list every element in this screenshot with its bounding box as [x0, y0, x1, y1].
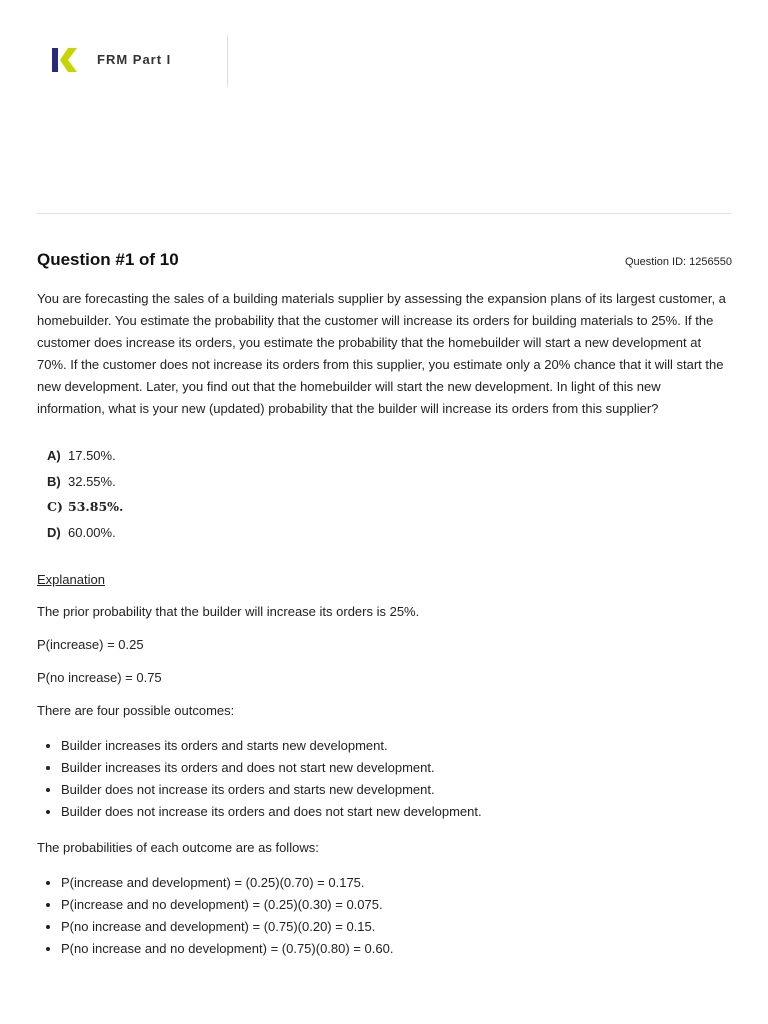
answer-option-a[interactable] — [47, 443, 732, 469]
list-item: • Builder does not increase its orders and starts new development. — [61, 779, 732, 801]
answer-option-d[interactable] — [47, 520, 732, 546]
list-item: • P(increase and no development) = (0.25)(0.30) = 0.075. — [61, 894, 732, 916]
header-divider — [227, 35, 228, 87]
answer-list — [47, 443, 732, 545]
list-item: • Builder increases its orders and starts new development. — [61, 735, 732, 757]
question-title: Question #1 of 10 — [37, 250, 179, 269]
list-item: • Builder does not increase its orders and does not start new development. — [61, 801, 732, 823]
answer-text: 60.00%. — [68, 524, 116, 540]
question-id: Question ID: 1256550 — [624, 256, 732, 268]
list-item: • P(increase and development) = (0.25)(0.70) = 0.175. — [61, 872, 732, 894]
answer-letter: B) — [47, 473, 61, 489]
answer-option-c[interactable] — [47, 494, 732, 520]
answer-option-b[interactable] — [47, 469, 732, 495]
kaplan-logo-icon[interactable] — [51, 47, 79, 73]
list-item: • Builder increases its orders and does not start new development. — [61, 757, 732, 779]
answer-text: 32.55%. — [68, 473, 116, 489]
answer-letter: C) — [47, 499, 63, 514]
explanation-paragraph: The prior probability that the builder will increase its orders is 25%. — [37, 604, 420, 619]
explanation-paragraph: P(no increase) = 0.75 — [37, 670, 162, 685]
explanation-paragraph: There are four possible outcomes: — [37, 703, 235, 718]
page-header — [0, 0, 768, 214]
list-item: • P(no increase and development) = (0.75)(0.20) = 0.15. — [61, 916, 732, 938]
explanation-paragraph: The probabilities of each outcome are as follows: — [37, 840, 319, 855]
question-content — [37, 250, 732, 960]
question-text: You are forecasting the sales of a building materials supplier by assessing the expansion plans of its largest customer, a homebuilder. You estimate the probability that the customer will increase its orders for building materials to 25%. If the customer does increase its orders, you estimate the probability that the homebuilder will start a new development at 70%. If the customer does not increase its orders from this supplier, you estimate only a 20% chance that it will start the new development. Later, you find out that the homebuilder will start the new development. In light of this new information, what is your new (updated) probability that the builder will increase its orders from this supplier? — [37, 291, 726, 416]
answer-letter: A) — [47, 448, 61, 463]
list-item: • P(no increase and no development) = (0.75)(0.80) = 0.60. — [61, 938, 732, 960]
explanation-paragraph: P(increase) = 0.25 — [37, 637, 144, 652]
question-header — [37, 250, 732, 270]
answer-letter: D) — [47, 524, 61, 540]
brand-title: FRM Part I — [97, 52, 172, 67]
answer-text: 17.50%. — [68, 448, 116, 463]
answer-text: 53.85%. — [68, 499, 124, 514]
outcomes-list — [37, 735, 732, 823]
probabilities-list — [37, 872, 732, 960]
section-divider — [37, 213, 731, 214]
explanation-heading: Explanation — [37, 572, 105, 587]
